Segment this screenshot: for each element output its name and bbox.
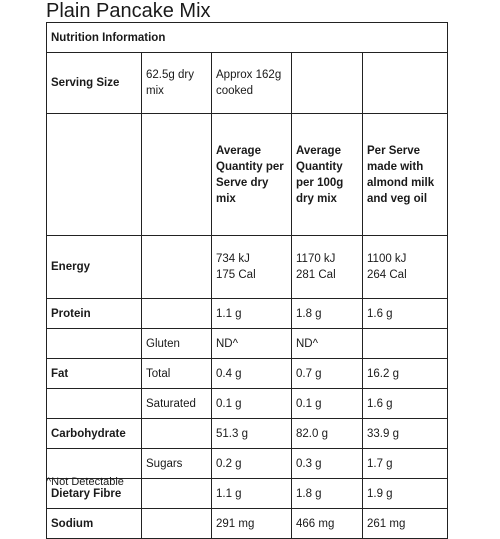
empty-cell bbox=[142, 299, 212, 329]
table-row bbox=[47, 329, 448, 359]
fat-per-serve: 0.4 g bbox=[212, 359, 292, 389]
sodium-per-100g: 466 mg bbox=[292, 509, 363, 539]
sugars-prepared: 1.7 g bbox=[363, 449, 448, 479]
energy-per-serve bbox=[212, 236, 292, 299]
row-label-dietary-fibre: Dietary Fibre bbox=[47, 479, 142, 509]
row-sublabel-gluten: Gluten bbox=[142, 329, 212, 359]
energy-per-100g bbox=[292, 236, 363, 299]
protein-prepared: 1.6 g bbox=[363, 299, 448, 329]
energy-prepared-kj: 1100 kJ bbox=[367, 253, 407, 265]
nutrition-table bbox=[46, 22, 448, 539]
protein-per-100g: 1.8 g bbox=[292, 299, 363, 329]
empty-cell bbox=[142, 509, 212, 539]
empty-cell bbox=[47, 114, 142, 236]
column-header-per-serve: Average Quantity per Serve dry mix bbox=[212, 114, 292, 236]
serving-size-cooked: Approx 162g cooked bbox=[212, 53, 292, 114]
energy-per-serve-cal: 175 Cal bbox=[216, 269, 256, 281]
row-sublabel-saturated: Saturated bbox=[142, 389, 212, 419]
column-header-prepared: Per Serve made with almond milk and veg oil bbox=[363, 114, 448, 236]
saturated-prepared: 1.6 g bbox=[363, 389, 448, 419]
carbohydrate-prepared: 33.9 g bbox=[363, 419, 448, 449]
column-header-per-100g: Average Quantity per 100g dry mix bbox=[292, 114, 363, 236]
empty-cell bbox=[142, 236, 212, 299]
fat-per-100g: 0.7 g bbox=[292, 359, 363, 389]
panel-heading: Nutrition Information bbox=[47, 23, 448, 53]
table-row bbox=[47, 449, 448, 479]
carbohydrate-per-serve: 51.3 g bbox=[212, 419, 292, 449]
energy-per-100g-cal: 281 Cal bbox=[296, 269, 336, 281]
row-label-carbohydrate: Carbohydrate bbox=[47, 419, 142, 449]
footnote: ^Not Detectable bbox=[46, 476, 124, 488]
table-heading-row bbox=[47, 23, 448, 53]
fibre-per-100g: 1.8 g bbox=[292, 479, 363, 509]
fibre-prepared: 1.9 g bbox=[363, 479, 448, 509]
fibre-per-serve: 1.1 g bbox=[212, 479, 292, 509]
gluten-per-serve: ND^ bbox=[212, 329, 292, 359]
energy-per-serve-kj: 734 kJ bbox=[216, 253, 250, 265]
row-label-fat: Fat bbox=[47, 359, 142, 389]
sugars-per-serve: 0.2 g bbox=[212, 449, 292, 479]
column-header-row bbox=[47, 114, 448, 236]
energy-prepared-cal: 264 Cal bbox=[367, 269, 407, 281]
empty-cell bbox=[292, 53, 363, 114]
row-sublabel-sugars: Sugars bbox=[142, 449, 212, 479]
serving-size-dry: 62.5g dry mix bbox=[142, 53, 212, 114]
sugars-per-100g: 0.3 g bbox=[292, 449, 363, 479]
empty-cell bbox=[142, 419, 212, 449]
row-label-sodium: Sodium bbox=[47, 509, 142, 539]
carbohydrate-per-100g: 82.0 g bbox=[292, 419, 363, 449]
empty-cell bbox=[363, 53, 448, 114]
empty-cell bbox=[142, 479, 212, 509]
empty-cell bbox=[47, 389, 142, 419]
fat-prepared: 16.2 g bbox=[363, 359, 448, 389]
saturated-per-serve: 0.1 g bbox=[212, 389, 292, 419]
row-sublabel-total: Total bbox=[142, 359, 212, 389]
serving-size-row bbox=[47, 53, 448, 114]
sodium-per-serve: 291 mg bbox=[212, 509, 292, 539]
row-label-energy: Energy bbox=[47, 236, 142, 299]
empty-cell bbox=[47, 329, 142, 359]
table-row bbox=[47, 419, 448, 449]
energy-prepared bbox=[363, 236, 448, 299]
empty-cell bbox=[142, 114, 212, 236]
sodium-prepared: 261 mg bbox=[363, 509, 448, 539]
table-row bbox=[47, 299, 448, 329]
empty-cell bbox=[47, 449, 142, 479]
saturated-per-100g: 0.1 g bbox=[292, 389, 363, 419]
table-row bbox=[47, 389, 448, 419]
gluten-prepared bbox=[363, 329, 448, 359]
row-label-protein: Protein bbox=[47, 299, 142, 329]
serving-size-label: Serving Size bbox=[47, 53, 142, 114]
table-row bbox=[47, 236, 448, 299]
table-row bbox=[47, 359, 448, 389]
table-row bbox=[47, 509, 448, 539]
page-title: Plain Pancake Mix bbox=[46, 0, 211, 22]
gluten-per-100g: ND^ bbox=[292, 329, 363, 359]
energy-per-100g-kj: 1170 kJ bbox=[296, 253, 336, 265]
protein-per-serve: 1.1 g bbox=[212, 299, 292, 329]
